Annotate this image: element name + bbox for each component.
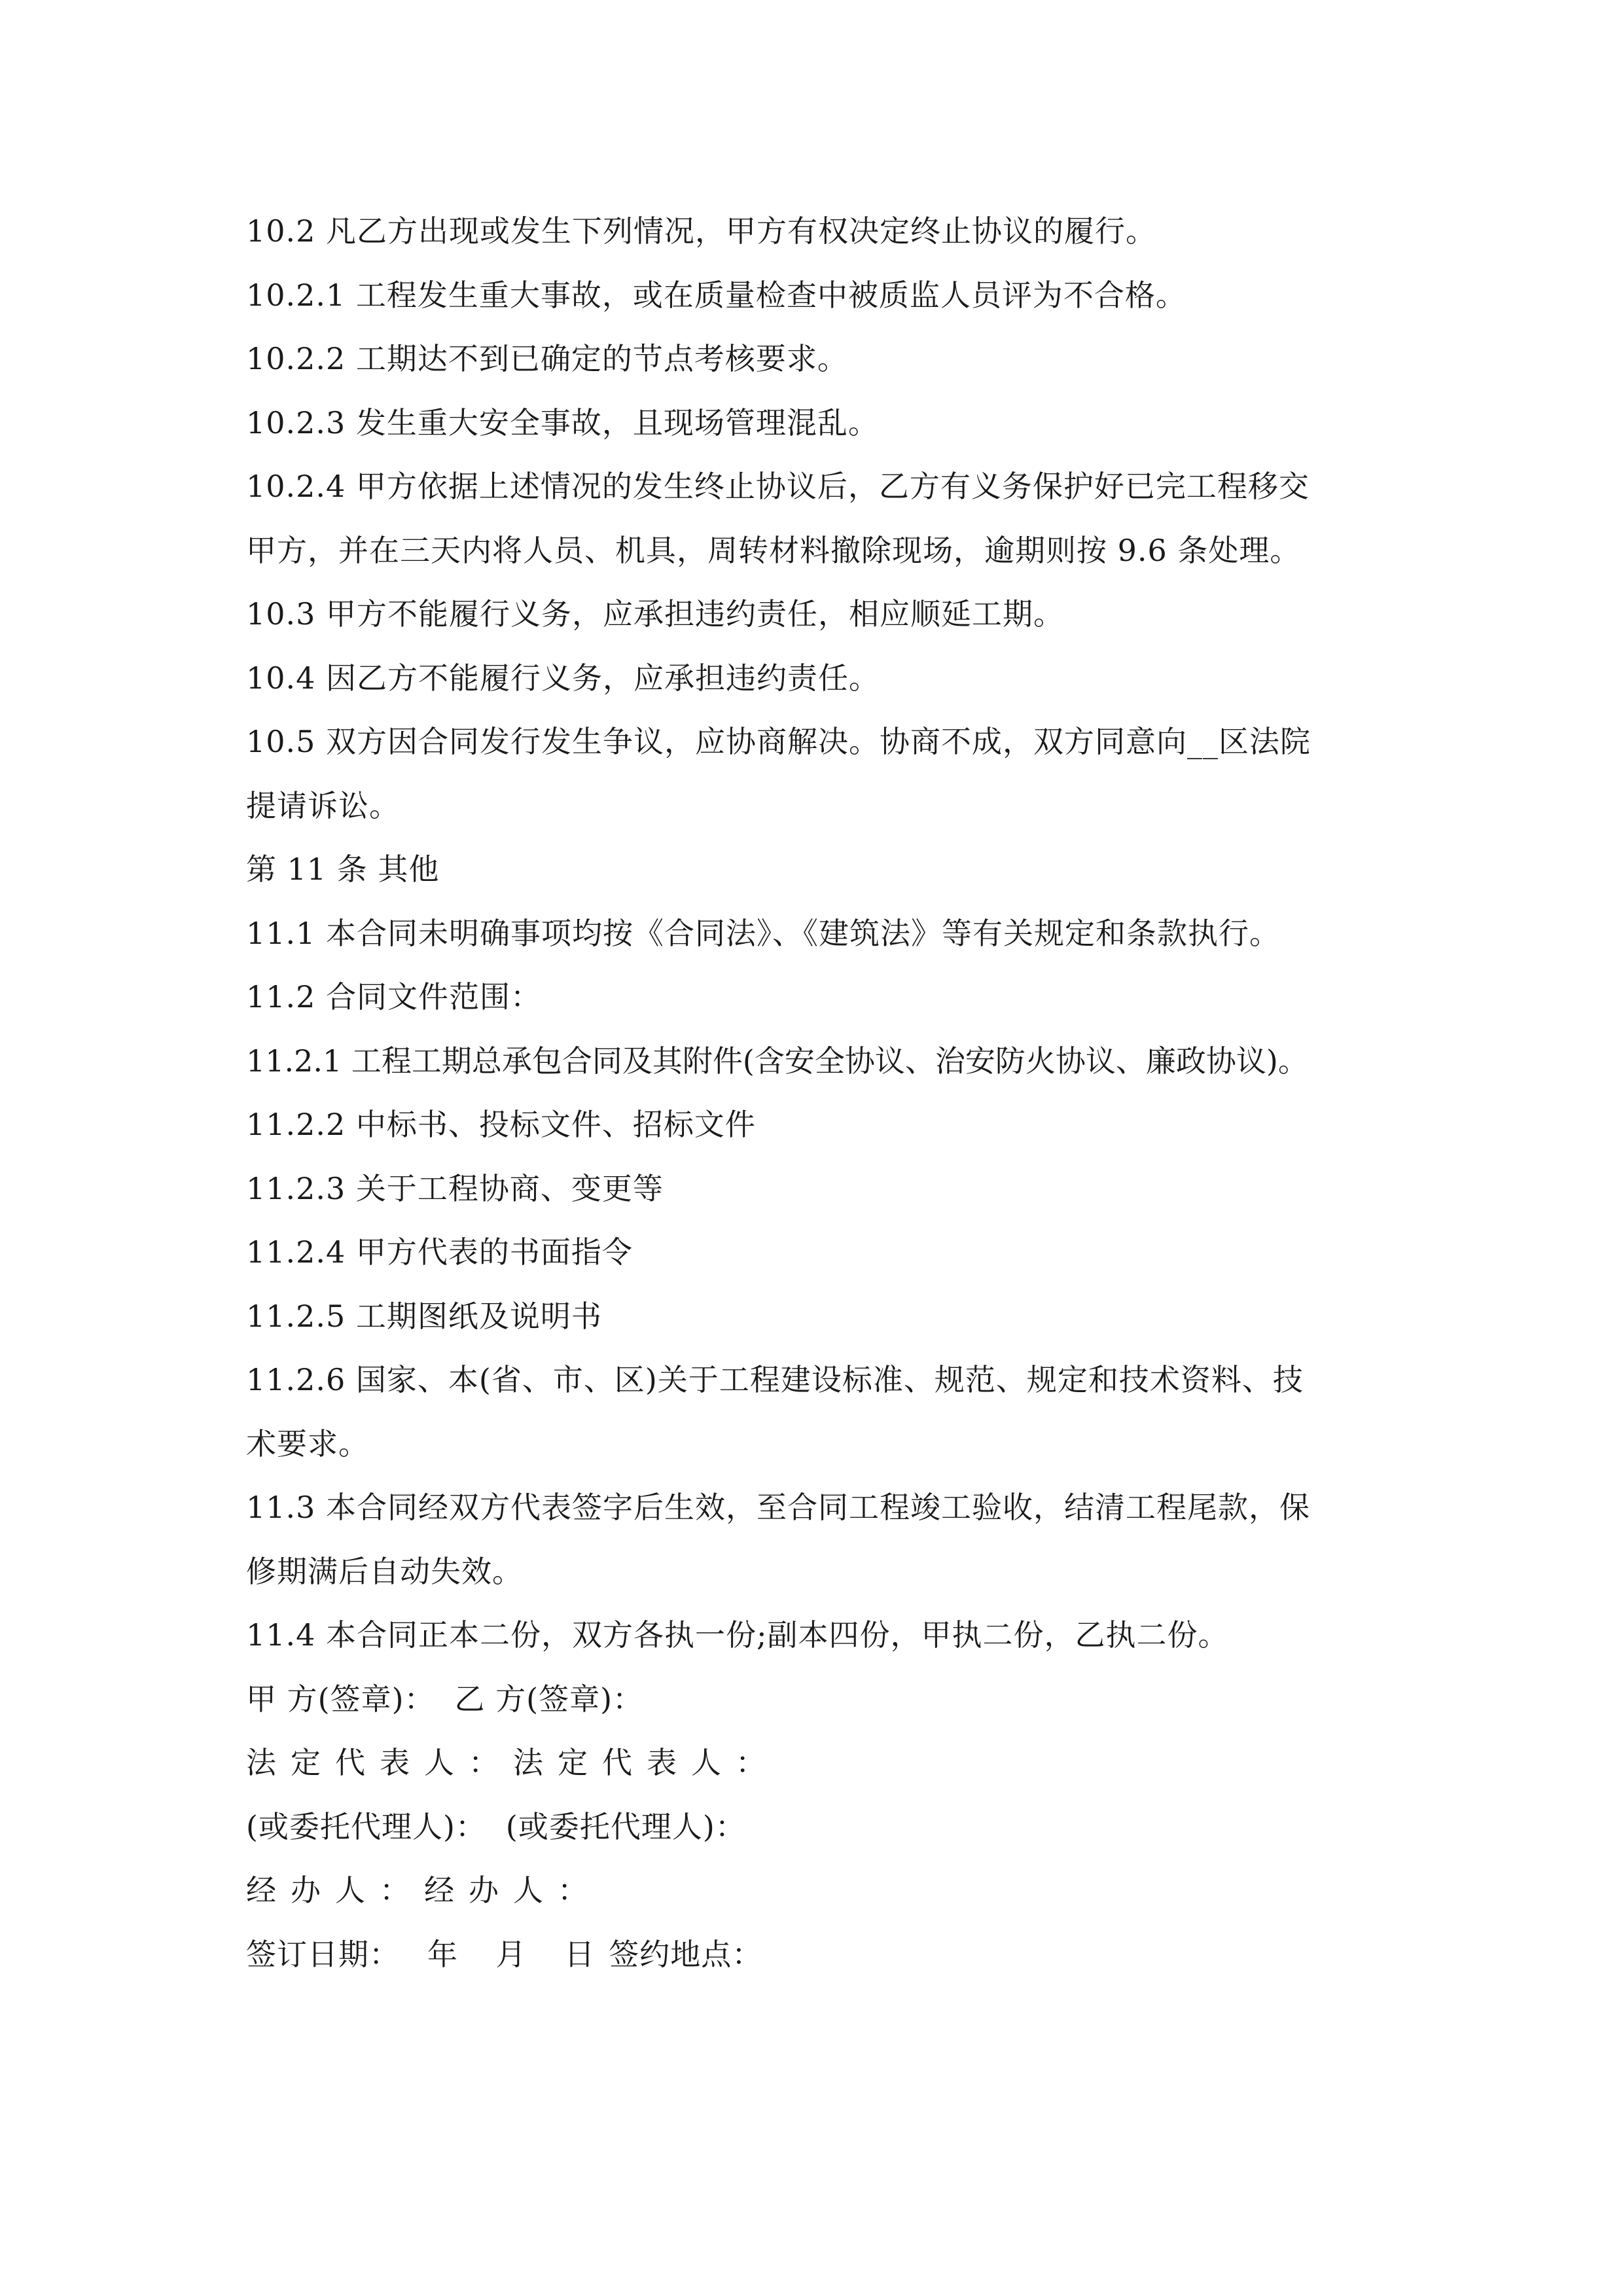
clause-11-2-3: 11.2.3 关于工程协商、变更等 [246,1170,664,1206]
clause-11-3: 11.3 本合同经双方代表签字后生效，至合同工程竣工验收，结清工程尾款，保 [246,1490,1311,1525]
clause-11-1: 11.1 本合同未明确事项均按《合同法》、《建筑法》等有关规定和条款执行。 [246,915,1281,951]
document-body [246,200,1411,1986]
clause-10-3: 10.3 甲方不能履行义务，应承担违约责任，相应顺延工期。 [246,596,1065,632]
party-a-seal-label: 甲 方(签章)： [246,1681,435,1717]
legal-rep-b-label: 法定代表人： [513,1745,780,1780]
clause-10-2-2: 10.2.2 工期达不到已确定的节点考核要求。 [246,341,848,376]
clause-10-2-3: 10.2.3 发生重大安全事故，且现场管理混乱。 [246,404,879,440]
clause-11-2: 11.2 合同文件范围： [246,979,542,1014]
clause-11-2-6: 11.2.6 国家、本(省、市、区)关于工程建设标准、规范、规定和技术资料、技 [246,1362,1304,1397]
clause-11-2-6-cont: 术要求。 [246,1426,369,1462]
signature-parties-row [246,1668,1411,1732]
clause-10-5-cont: 提请诉讼。 [246,787,400,823]
clause-10-2-4-cont: 甲方，并在三天内将人员、机具，周转材料撤除现场，逾期则按 9.6 条处理。 [246,532,1301,568]
party-b-seal-label: 乙 方(签章)： [454,1681,644,1717]
legal-rep-a-label: 法定代表人： [246,1745,513,1780]
article-11-heading: 第 11 条 其他 [246,852,440,887]
clause-11-2-2: 11.2.2 中标书、投标文件、招标文件 [246,1107,756,1142]
agent-b-label: (或委托代理人)： [505,1808,746,1844]
clause-10-2-4: 10.2.4 甲方依据上述情况的发生终止协议后，乙方有义务保护好已完工程移交 [246,469,1310,504]
clause-10-4: 10.4 因乙方不能履行义务，应承担违约责任。 [246,660,880,696]
signature-date-place-row [246,1923,1411,1987]
clause-10-5: 10.5 双方因合同发行发生争议，应协商解决。协商不成，双方同意向__区法院 [246,724,1311,759]
clause-11-2-1: 11.2.1 工程工期总承包合同及其附件(含安全协议、治安防火协议、廉政协议)。 [246,1043,1308,1079]
clause-10-2: 10.2 凡乙方出现或发生下列情况，甲方有权决定终止协议的履行。 [246,213,1157,249]
date-fields: 年 月 日 [427,1936,609,1972]
agent-a-label: (或委托代理人)： [246,1808,486,1844]
signature-agent-row [246,1795,1411,1859]
sign-date-label: 签订日期： [246,1936,400,1972]
clause-11-3-cont: 修期满后自动失效。 [246,1553,523,1589]
sign-place-label: 签约地点： [609,1936,763,1972]
handler-b-label: 经办人： [424,1873,602,1908]
clause-11-4: 11.4 本合同正本二份，双方各执一份;副本四份，甲执二份，乙执二份。 [246,1617,1229,1653]
clause-10-2-1: 10.2.1 工程发生重大事故，或在质量检查中被质监人员评为不合格。 [246,277,1186,313]
clause-11-2-5: 11.2.5 工期图纸及说明书 [246,1298,602,1334]
signature-legal-rep-row [246,1731,1411,1795]
handler-a-label: 经办人： [246,1873,424,1908]
signature-handler-row [246,1859,1411,1923]
clause-11-2-4: 11.2.4 甲方代表的书面指令 [246,1234,633,1270]
